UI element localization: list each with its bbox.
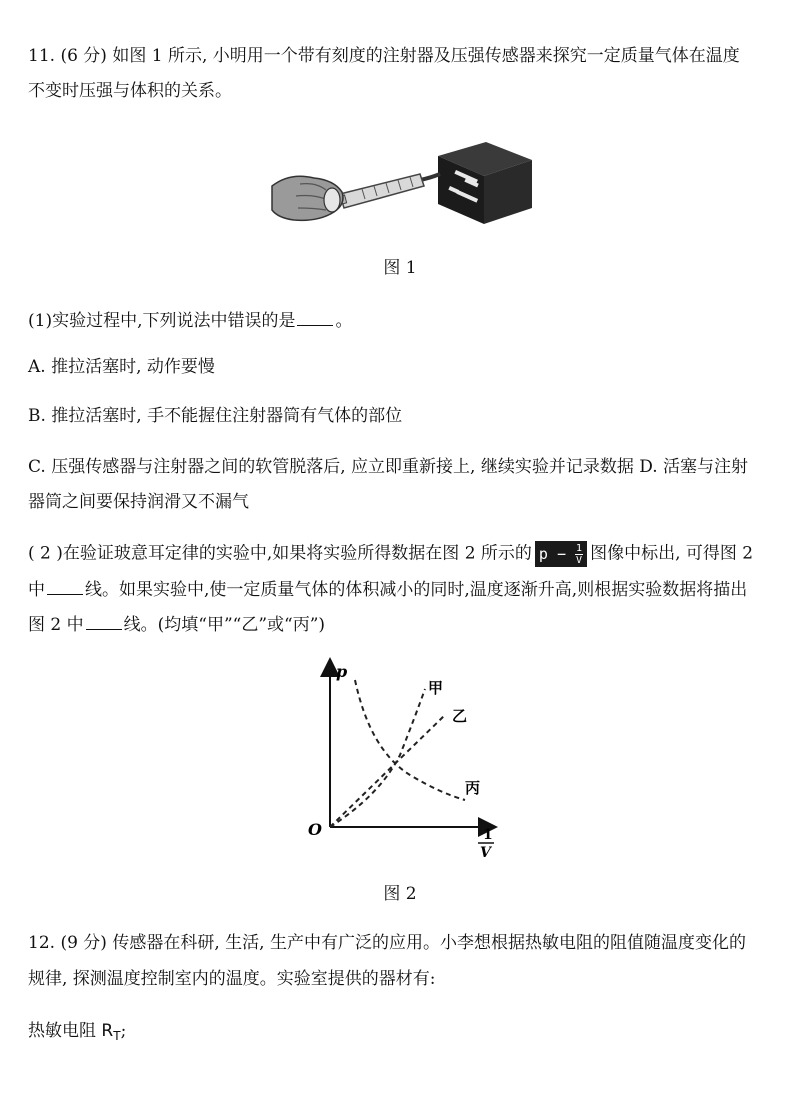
option-c-line1: C. 压强传感器与注射器之间的软管脱落后, 应立即重新接上, 继续实验并记录数据 D. 活塞与注射 xyxy=(28,457,749,477)
p-vs-inverse-v-formula xyxy=(535,541,587,567)
q12-line2: 规律, 探测温度控制室内的温度。实验室提供的器材有: xyxy=(28,969,436,989)
q11-line1: 11. (6 分) 如图 1 所示, 小明用一个带有刻度的注射器及压强传感器来探究一定质量气体在温度 xyxy=(28,46,740,66)
x-label-den: V xyxy=(480,845,491,860)
part2-line2-a: 中 xyxy=(28,580,45,600)
x-label-num: 1 xyxy=(483,827,493,843)
y-axis-label: p xyxy=(336,662,348,681)
part2-line1 xyxy=(28,541,753,567)
label-bing: 丙 xyxy=(465,779,481,797)
q12-line3-prefix: 热敏电阻 xyxy=(28,1021,102,1041)
line-jia xyxy=(330,689,425,827)
formula-p: p − xyxy=(538,545,567,563)
q12-line3 xyxy=(28,1019,126,1048)
option-c-line2: 器筒之间要保持润滑又不漏气 xyxy=(28,492,249,512)
formula-num: 1 xyxy=(576,543,583,554)
answer-blank-2[interactable] xyxy=(47,578,83,595)
line-yi xyxy=(330,715,445,827)
hose xyxy=(420,174,440,180)
option-b: B. 推拉活塞时, 手不能握住注射器筒有气体的部位 xyxy=(28,406,403,426)
hand xyxy=(272,176,343,220)
part2-line2-b: 线。如果实验中,使一定质量气体的体积减小的同时,温度逐渐升高,则根据实验数据将描出 xyxy=(85,580,748,600)
pressure-sensor-box xyxy=(438,142,532,224)
q12-line3-suffix: ; xyxy=(120,1021,127,1041)
figure1-syringe-sensor xyxy=(270,138,540,230)
part1-stem xyxy=(28,309,352,333)
q12-line1: 12. (9 分) 传感器在科研, 生活, 生产中有广泛的应用。小李想根据热敏电阻的阻值随温度变化的 xyxy=(28,933,746,953)
part1-stem-prefix: (1)实验过程中,下列说法中错误的是 xyxy=(28,311,296,331)
answer-blank-3[interactable] xyxy=(86,613,122,630)
option-a: A. 推拉活塞时, 动作要慢 xyxy=(28,357,215,377)
part2-line2 xyxy=(28,578,747,602)
part2-line1-suffix: 图像中标出, 可得图 2 xyxy=(590,543,754,564)
curve-bing xyxy=(355,680,468,800)
origin-label: O xyxy=(308,820,322,839)
part2-line3-b: 线。(均填“甲”“乙”或“丙”) xyxy=(123,615,326,635)
figure1-caption: 图 1 xyxy=(383,258,417,278)
label-jia: 甲 xyxy=(428,679,444,697)
part2-line1-prefix: ( 2 )在验证玻意耳定律的实验中,如果将实验所得数据在图 2 所示的 xyxy=(28,543,532,564)
formula-den: V xyxy=(576,555,583,566)
q11-line2: 不变时压强与体积的关系。 xyxy=(28,81,232,101)
label-yi: 乙 xyxy=(452,707,468,725)
part2-line3 xyxy=(28,613,325,637)
answer-blank-1[interactable] xyxy=(297,309,333,326)
figure2-graph xyxy=(300,655,510,860)
rt-symbol: R xyxy=(101,1021,114,1041)
figure2-caption: 图 2 xyxy=(383,884,417,904)
part2-line3-a: 图 2 中 xyxy=(28,615,84,635)
part1-stem-suffix: 。 xyxy=(335,311,353,331)
rt-subscript: T xyxy=(113,1029,121,1043)
